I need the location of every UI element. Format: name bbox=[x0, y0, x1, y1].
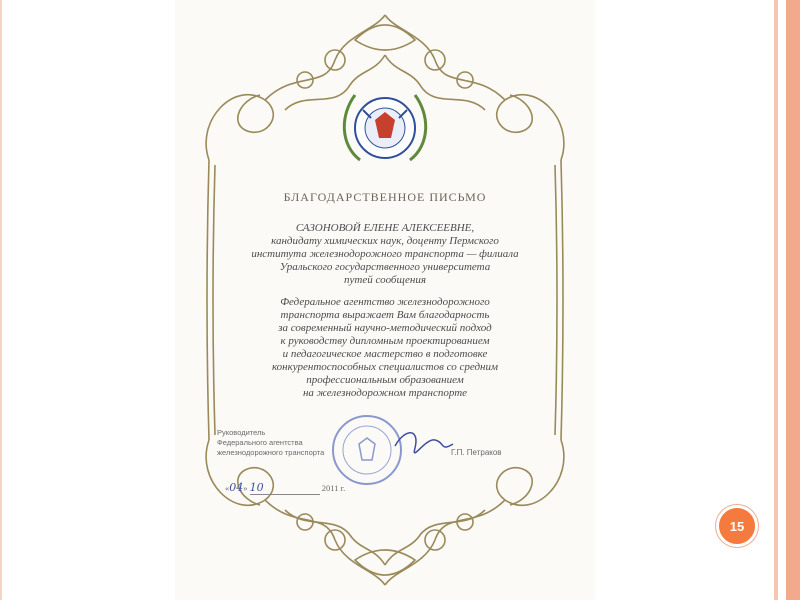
slide-border-left bbox=[0, 0, 2, 600]
message-line: на железнодорожном транспорте bbox=[302, 387, 468, 399]
message-line: за современный научно-методический подход bbox=[278, 322, 492, 334]
message-line: транспорта выражает Вам благодарность bbox=[280, 309, 490, 321]
agency-emblem bbox=[344, 95, 425, 160]
signature-scribble bbox=[395, 433, 453, 453]
signatory-name: Г.П. Петраков bbox=[451, 448, 502, 457]
signatory-line: железнодорожного транспорта bbox=[217, 448, 325, 457]
signatory-title bbox=[217, 428, 324, 458]
date-day: 04 bbox=[229, 481, 244, 494]
recipient-line: САЗОНОВОЙ ЕЛЕНЕ АЛЕКСЕЕВНЕ, bbox=[295, 222, 475, 234]
page-number-badge: 15 bbox=[716, 505, 758, 547]
message-block bbox=[175, 296, 595, 400]
slide-border-right-inner bbox=[774, 0, 778, 600]
recipient-line: института железнодорожного транспорта — филиала bbox=[251, 248, 519, 260]
recipient-line: Уральского государственного университета bbox=[279, 261, 491, 273]
signatory-line: Федерального агентства bbox=[217, 438, 303, 447]
certificate bbox=[175, 0, 595, 600]
certificate-title: БЛАГОДАРСТВЕННОЕ ПИСЬМО bbox=[283, 190, 487, 204]
date-month: 10 bbox=[249, 481, 264, 494]
signatory-line: Руководитель bbox=[217, 428, 266, 437]
message-line: конкурентоспособных специалистов со средним bbox=[271, 361, 499, 373]
issue-date: «04» 10 2011 г. bbox=[225, 481, 346, 494]
recipient-line: путей сообщения bbox=[344, 274, 426, 286]
recipient-line: кандидату химических наук, доценту Пермского bbox=[271, 235, 499, 247]
message-line: и педагогическое мастерство в подготовке bbox=[282, 348, 488, 360]
message-line: Федеральное агентство железнодорожного bbox=[280, 296, 490, 308]
message-line: профессиональным образованием bbox=[306, 374, 464, 386]
date-year: 2011 г. bbox=[321, 483, 346, 493]
date-month-line bbox=[250, 481, 320, 495]
slide-border-right-outer bbox=[786, 0, 800, 600]
message-line: к руководству дипломным проектированием bbox=[280, 335, 490, 347]
recipient-block bbox=[175, 222, 595, 287]
